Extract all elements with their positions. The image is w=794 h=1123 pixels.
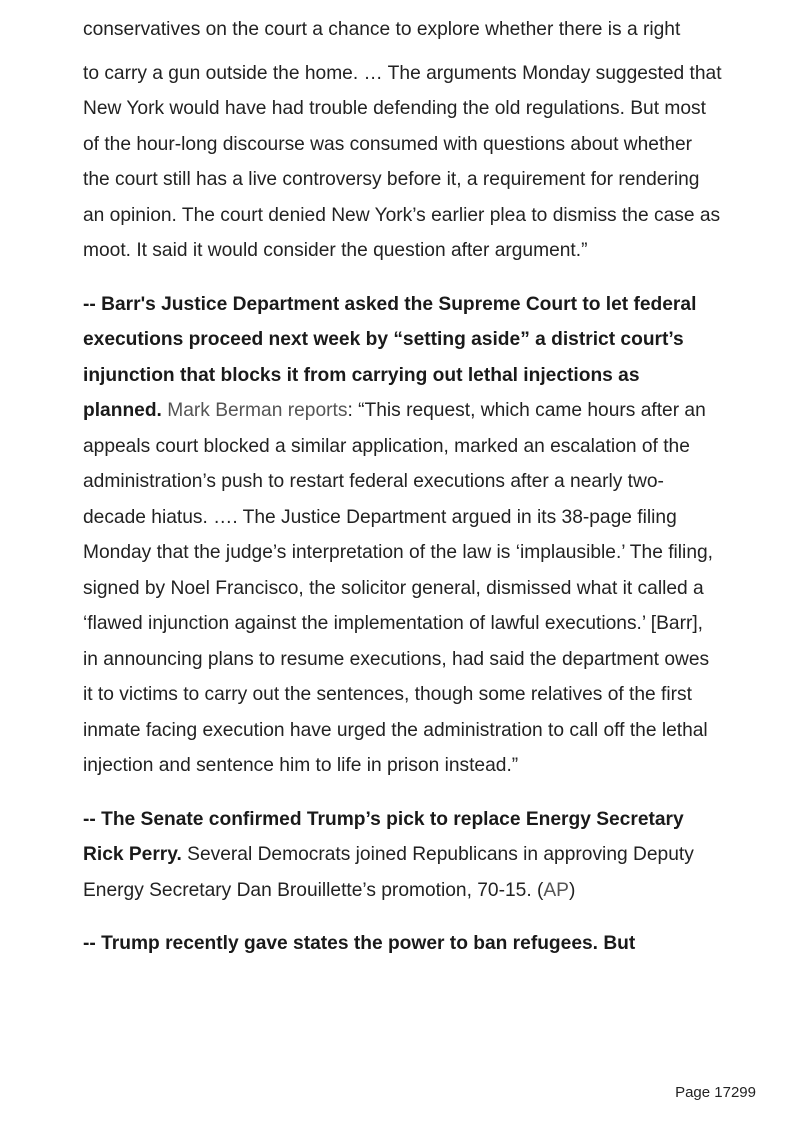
paragraph-text-after: ): [568, 879, 576, 901]
source-link-ap[interactable]: AP: [543, 879, 569, 901]
paragraph-gap: [83, 269, 723, 287]
paragraph-lead: -- Trump recently gave states the power to ban refugees. But: [83, 933, 636, 954]
page-number: Page 17299: [675, 1084, 756, 1101]
paragraph-refugees: [83, 926, 723, 962]
paragraph-gap: [83, 908, 723, 926]
paragraph-energy-secretary: [83, 802, 723, 909]
paragraph-gun-case: [83, 20, 723, 269]
paragraph-executions: [83, 287, 723, 784]
paragraph-lead: -- The Senate confirmed Trump’s pick to replace Energy Secretary Rick Perry.: [83, 808, 684, 865]
paragraph-text: to carry a gun outside the home. … The arguments Monday suggested that New York would have had trouble defending the old regulations. But most of the hour-long discourse was consumed with questions about whether the court still has a live controversy before it, a requirement for rendering an opinion. The court denied New York’s earlier plea to dismiss the case as moot. It said it would consider the question after argument.”: [83, 62, 722, 261]
paragraph-text: Several Democrats joined Republicans in approving Deputy Energy Secretary Dan Brouillette’s promotion, 70-15. (: [83, 844, 694, 901]
paragraph-text: : “This request, which came hours after an appeals court blocked a similar application, marked an escalation of the administration’s push to restart federal executions after a nearly two-decade hiatus. …. The Justice Department argued in its 38-page filing Monday that the judge’s interpretation of the law is ‘implausible.’ The filing, signed by Noel Francisco, the solicitor general, dismissed what it called a ‘flawed injunction against the implementation of lawful executions.’ [Barr], in announcing plans to resume executions, had said the department owes it to victims to carry out the sentences, though some relatives of the first inmate facing execution have urged the administration to call off the lethal injection and sentence him to life in prison instead.”: [83, 400, 713, 776]
article-body: [83, 20, 723, 962]
clipped-top-line: conservatives on the court a chance to explore whether there is a right: [83, 20, 681, 40]
paragraph-gap: [83, 784, 723, 802]
paragraph-lead: -- Barr's Justice Department asked the Supreme Court to let federal executions proceed next week by “setting aside” a district court’s injunction that blocks it from carrying out lethal injections as planned.: [83, 293, 697, 421]
source-link-berman[interactable]: Mark Berman reports: [167, 400, 348, 421]
